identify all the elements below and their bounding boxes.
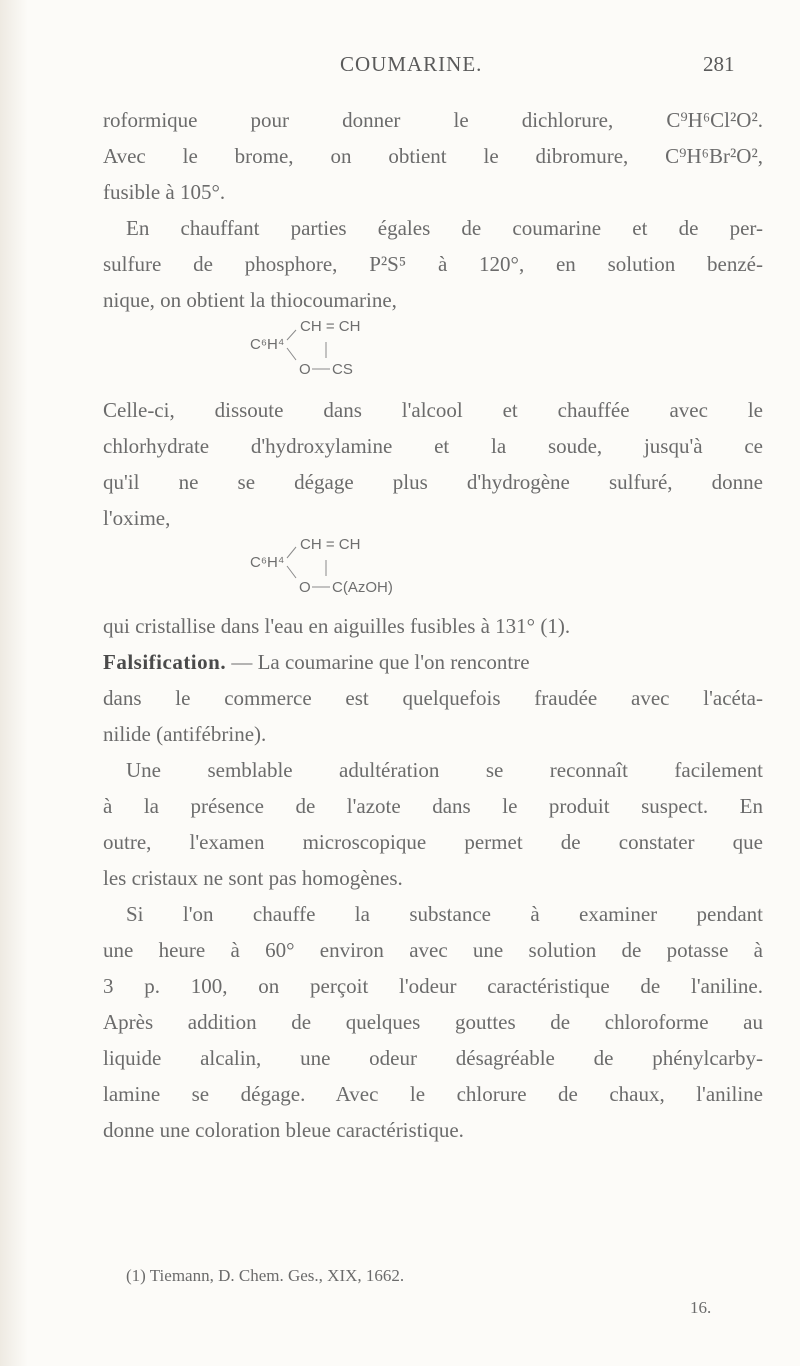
page-edge-shadow (0, 0, 28, 1366)
text-line: une heure à 60° environ avec une solution de potasse à (103, 938, 763, 962)
page-number: 281 (703, 52, 735, 76)
formula-oxygen: O (299, 579, 311, 596)
formula-ring-group: C⁶H⁴ (250, 336, 285, 353)
text-line: à la présence de l'azote dans le produit suspect. En (103, 794, 763, 818)
text-line: qu'il ne se dégage plus d'hydrogène sulfuré, donne (103, 470, 763, 494)
falsification-line (103, 648, 763, 676)
formula-top-chain: CH = CH (300, 318, 361, 335)
text-line: Une semblable adultération se reconnaît facilement (126, 758, 763, 782)
text-line: lamine se dégage. Avec le chlorure de chaux, l'aniline (103, 1082, 763, 1106)
text-line: roformique pour donner le dichlorure, C⁹H⁶Cl²O². (103, 108, 763, 132)
signature-mark: 16. (690, 1298, 712, 1317)
formula-oxygen: O (299, 361, 311, 378)
text-line: nique, on obtient la thiocoumarine, (103, 288, 397, 312)
text-line: En chauffant parties égales de coumarine et de per- (126, 216, 763, 240)
text-line: 3 p. 100, on perçoit l'odeur caractéristique de l'aniline. (103, 974, 763, 998)
footnote: (1) Tiemann, D. Chem. Ges., XIX, 1662. (126, 1266, 405, 1285)
formula-thio-group: CS (332, 361, 353, 378)
text-line: Si l'on chauffe la substance à examiner pendant (126, 902, 763, 926)
text-line: qui cristallise dans l'eau en aiguilles fusibles à 131° (1). (103, 614, 571, 638)
text-line: donne une coloration bleue caractéristique. (103, 1118, 464, 1142)
formula-oxime-group: C(AzOH) (332, 579, 393, 596)
text-line: les cristaux ne sont pas homogènes. (103, 866, 403, 890)
formula-top-chain: CH = CH (300, 536, 361, 553)
text-line: Celle-ci, dissoute dans l'alcool et chauffée avec le (103, 398, 763, 422)
oxime-formula (250, 534, 440, 598)
text-line: nilide (antifébrine). (103, 722, 267, 746)
text-line: fusible à 105°. (103, 180, 226, 204)
section-heading-falsification: Falsification. (103, 650, 227, 674)
text-line: Après addition de quelques gouttes de chloroforme au (103, 1010, 763, 1034)
running-head (0, 52, 800, 82)
formula-ring-group: C⁶H⁴ (250, 554, 285, 571)
text-line: liquide alcalin, une odeur désagréable de phénylcarby- (103, 1046, 763, 1070)
text-line: sulfure de phosphore, P²S⁵ à 120°, en solution benzé- (103, 252, 763, 276)
text-run: — La coumarine que l'on rencontre (226, 650, 530, 674)
text-line: chlorhydrate d'hydroxylamine et la soude, jusqu'à ce (103, 434, 763, 458)
text-line: outre, l'examen microscopique permet de constater que (103, 830, 763, 854)
text-line: dans le commerce est quelquefois fraudée avec l'acéta- (103, 686, 763, 710)
text-line: Avec le brome, on obtient le dibromure, C⁹H⁶Br²O², (103, 144, 763, 168)
thiocoumarine-formula (250, 318, 400, 380)
text-line: l'oxime, (103, 506, 171, 530)
running-head-title: COUMARINE. (340, 52, 483, 76)
